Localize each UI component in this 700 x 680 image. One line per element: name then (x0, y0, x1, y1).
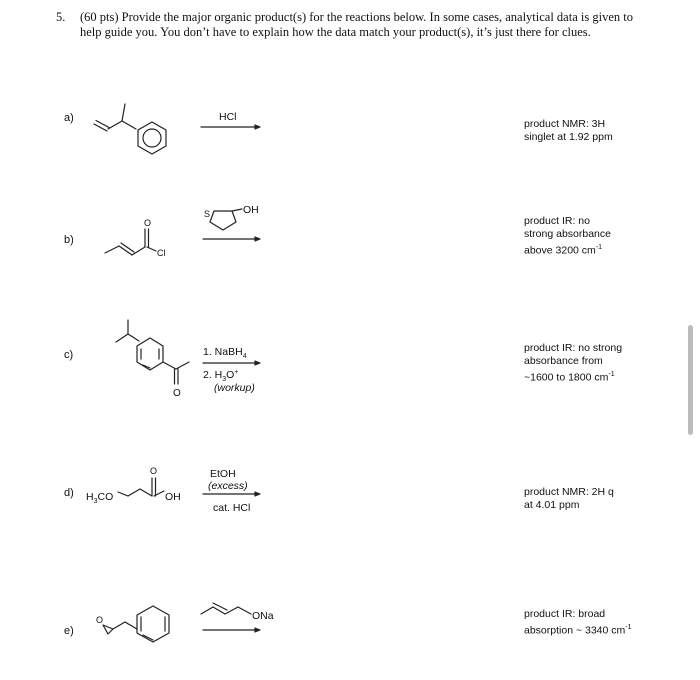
reaction-c-substrate-o: O (173, 388, 181, 399)
reaction-d-substrate-o: O (150, 466, 158, 476)
reaction-e-reagent-ona: ONa (252, 610, 274, 622)
reaction-d-substrate-oh: OH (165, 491, 181, 503)
reaction-a-reagent: HCl (219, 111, 237, 123)
reaction-c-reagent-1: 1. NaBH$_4$ (203, 346, 247, 360)
reaction-c-note: product IR: no strong absorbance from ~1600 to 1800 $cm^{-1}$ (524, 342, 623, 384)
reaction-b-reagent (210, 209, 242, 230)
reaction-c-reagent-2: 2. $H_3O^+$ (203, 369, 239, 383)
reaction-b-reagent-oh: OH (243, 204, 259, 216)
reaction-d-reagent-etoh: EtOH (210, 468, 236, 480)
reaction-e-note: product IR: broad absorption ~ 3340 $cm^{-1}$ (524, 608, 632, 637)
question-body: (60 pts) Provide the major organic product(s) for the reactions below. In some cases, analytical data is given to help guide you. You don’t have to explain how the data match your product(s), it’s just there for clues. (80, 10, 633, 39)
reaction-b-substrate (105, 229, 156, 255)
question-number: 5. (56, 10, 66, 24)
vertical-scrollbar[interactable] (688, 325, 693, 435)
reaction-d-substrate-h3co: $H_3CO$ (86, 491, 114, 505)
reaction-d-note: product NMR: 2H q at 4.01 ppm (524, 486, 614, 511)
reaction-a-label: a) (64, 112, 74, 124)
reaction-a-note: product NMR: 3H singlet at 1.92 ppm (524, 118, 613, 143)
reaction-c-substrate (116, 320, 189, 384)
reaction-b-label: b) (64, 234, 74, 246)
reaction-d-label: d) (64, 487, 74, 499)
reaction-e-label: e) (64, 625, 74, 637)
reaction-d-reagent-hcl: cat. HCl (213, 502, 251, 514)
reaction-b-substrate-o: O (144, 218, 152, 228)
reaction-c-label: c) (64, 349, 74, 361)
reaction-b-note: product IR: no strong absorbance above 3200 $cm^{-1}$ (524, 215, 611, 257)
reaction-d-reagent-excess: (excess) (208, 480, 248, 492)
reaction-b-reagent-s: S (204, 209, 211, 219)
reaction-e-substrate-o: O (96, 615, 104, 625)
reaction-a-substrate (94, 104, 166, 154)
reaction-c-reagent-workup: (workup) (214, 382, 255, 394)
reaction-b-substrate-cl: Cl (157, 248, 166, 258)
reaction-e-substrate (103, 606, 169, 642)
reaction-d-substrate (118, 478, 164, 496)
reaction-e-reagent (201, 603, 251, 614)
